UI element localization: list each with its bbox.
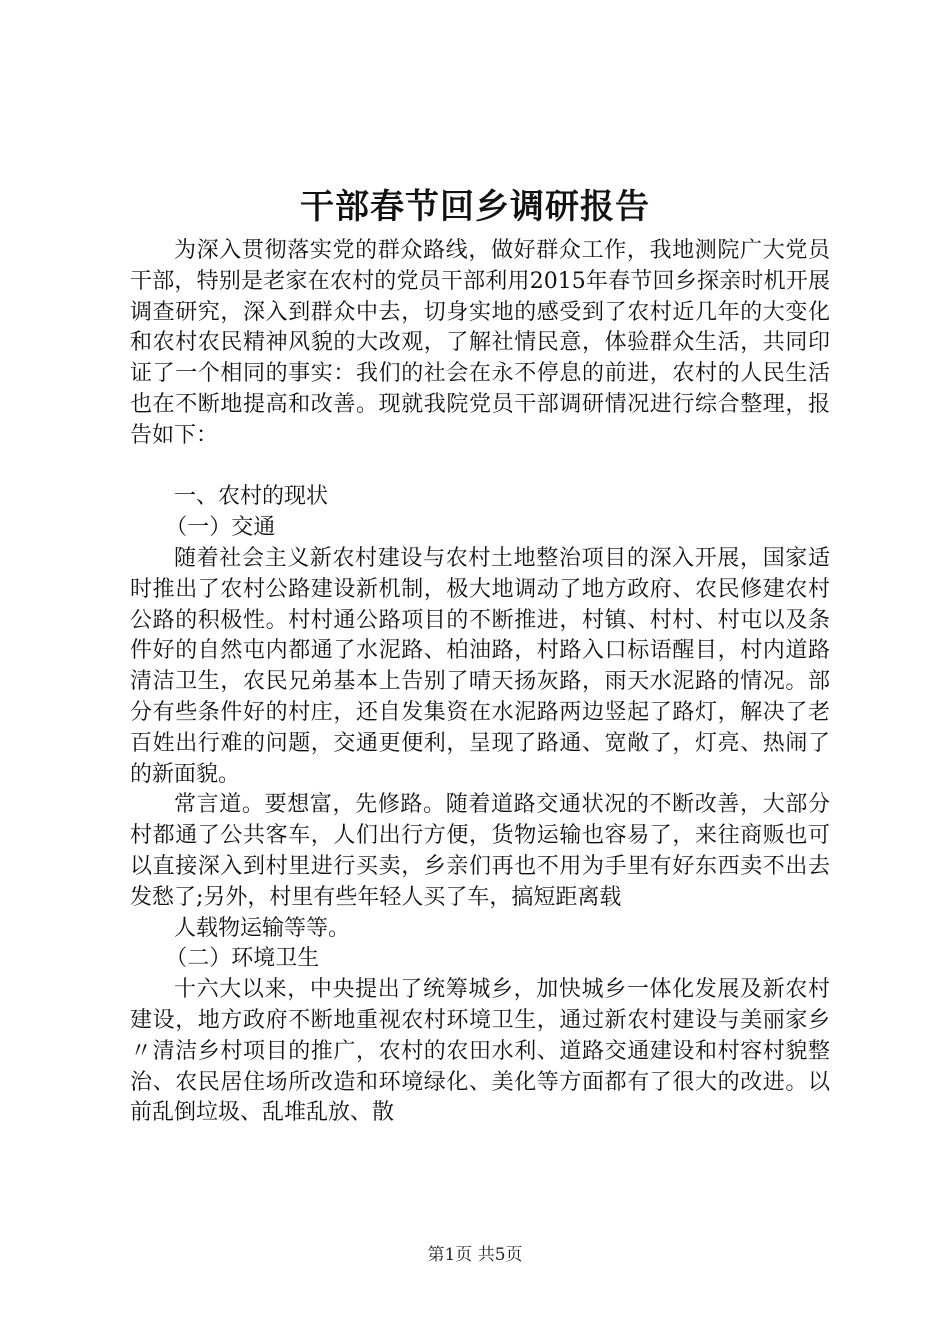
transport-paragraph-2: 常言道。要想富，先修路。随着道路交通状况的不断改善，大部分村都通了公共客车，人们出行方便，货物运输也容易了，来往商贩也可以直接深入到村里进行买卖，乡亲们再也不用为手里有好东西卖不出去发愁了;另外，村里有些年轻人买了车，搞短距离载 xyxy=(130,792,830,910)
intro-paragraph: 为深入贯彻落实党的群众路线，做好群众工作，我地测院广大党员干部，特别是老家在农村的党员干部利用2015年春节回乡探亲时机开展调查研究，深入到群众中去，切身实地的感受到了农村近几年的大变化和农村农民精神风貌的大改观，了解社情民意，体验群众生活，共同印证了一个相同的事实：我们的社会在永不停息的前进，农村的人民生活也在不断地提高和改善。现就我院党员干部调研情况进行综合整理，报告如下： xyxy=(130,238,830,448)
section-heading-status: 一、农村的现状 xyxy=(174,484,329,510)
subsection-heading-transport: （一）交通 xyxy=(165,515,276,541)
subsection-heading-environment: （二）环境卫生 xyxy=(165,946,320,972)
transport-paragraph-1: 随着社会主义新农村建设与农村土地整治项目的深入开展，国家适时推出了农村公路建设新机制，极大地调动了地方政府、农民修建农村公路的积极性。村村通公路项目的不断推进，村镇、村村、村屯以及条件好的自然屯内都通了水泥路、柏油路，村路入口标语醒目，村内道路清洁卫生，农民兄弟基本上告别了晴天扬灰路，雨天水泥路的情况。部分有些条件好的村庄，还自发集资在水泥路两边竖起了路灯，解决了老百姓出行难的问题，交通更便利，呈现了路通、宽敞了，灯亮、热闹了的新面貌。 xyxy=(130,545,830,787)
environment-paragraph-1: 十六大以来，中央提出了统筹城乡，加快城乡一体化发展及新农村建设，地方政府不断地重视农村环境卫生，通过新农村建设与美丽家乡〃清洁乡村项目的推广，农村的农田水利、道路交通建设和村容村貌整治、农民居住场所改造和环境绿化、美化等方面都有了很大的改进。以前乱倒垃圾、乱堆乱放、散 xyxy=(130,977,830,1126)
document-body xyxy=(130,236,830,1129)
page-number-footer: 第1页 共5页 xyxy=(427,1245,523,1265)
document-title: 干部春节回乡调研报告 xyxy=(300,187,650,227)
paragraph-spacer xyxy=(130,452,830,483)
transport-paragraph-2-continued: 人载物运输等等。 xyxy=(174,915,351,941)
